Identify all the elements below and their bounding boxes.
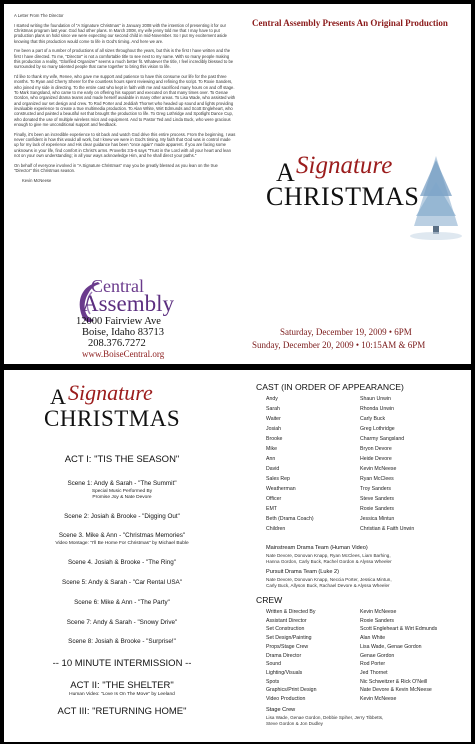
act-2-human-video: Human Video: "Love Is On The Move" by Leeland <box>69 692 175 697</box>
cast-row-person: Jessica Mintun <box>360 516 395 522</box>
cast-row-person: Christian & Faith Unwin <box>360 526 415 532</box>
logo-assembly-text: Assembly <box>82 291 174 316</box>
director-letter <box>14 13 236 183</box>
christmas-tree-icon <box>406 154 466 244</box>
cast-row-person: Greg Lothridge <box>360 426 395 432</box>
pursuit-heading: Pursuit Drama Team (Luke 2) <box>266 569 339 575</box>
act-3-heading: ACT III: "RETURNING HOME" <box>57 706 187 717</box>
cover-title-a: A <box>276 158 295 187</box>
crew-row-role: Graphics/Print Design <box>266 687 317 694</box>
crew-row-person: Rod Porter <box>360 661 386 668</box>
cast-row-role: Sales Rep <box>266 476 290 482</box>
crew-row-role: Lighting/Visuals <box>266 669 303 676</box>
scene-1-music-label: Special Music Performed By <box>91 489 153 494</box>
cast-row-person: Kevin McNeese <box>360 466 397 472</box>
cast-row-person: Heide Devore <box>360 456 392 462</box>
program-schedule <box>4 370 240 742</box>
crew-row-role: Set Construction <box>266 626 305 633</box>
scene-1: Scene 1: Andy & Sarah - "The Summit" <box>67 480 177 487</box>
cast-row-person: Troy Sanders <box>360 486 391 492</box>
letter-signature: Kevin McNeese <box>22 177 52 183</box>
crew-row-role: Props/Stage Crew <box>266 643 309 650</box>
cast-row-role: Weatherman <box>266 486 296 492</box>
scene-5: Scene 5: Andy & Sarah - "Car Rental USA" <box>62 579 182 586</box>
cast-row-role: Beth (Drama Coach) <box>266 516 314 522</box>
cover-presents-line: Central Assembly Presents An Original Production <box>252 18 448 28</box>
crew-row-role: Video Production <box>266 696 306 702</box>
crew-row-role: Spots <box>266 678 280 685</box>
scene-8: Scene 8: Josiah & Brooke - "Surprise!" <box>68 638 176 645</box>
cast-row-role: David <box>266 466 280 472</box>
scene-6: Scene 6: Mike & Ann - "The Party" <box>74 599 170 606</box>
church-city: Boise, Idaho 83713 <box>82 327 164 338</box>
crew-row-person: Alan White <box>360 635 386 642</box>
scene-1-music-performers: Promise Joy & Nate Devore <box>92 495 152 500</box>
stage-crew-members-2: Steve Gordon & Jon Dudley <box>266 721 323 726</box>
program-inside-page <box>4 370 471 742</box>
cover-title-signature: Signature <box>296 152 393 179</box>
scene-3-video: Video Montage: "I'll Be Home For Christmas" by Michael Buble <box>55 541 189 546</box>
scene-4: Scene 4. Josiah & Brooke - "The Ring" <box>67 559 177 566</box>
program-title-christmas: CHRISTMAS <box>44 406 181 431</box>
cast-row-person: Rhonda Unwin <box>360 406 395 412</box>
cast-row-role: Josiah <box>266 426 281 432</box>
act-2-heading: ACT II: "THE SHELTER" <box>70 680 174 691</box>
cast-list <box>266 396 466 532</box>
crew-row-person: Nic Schweitzer & Rick O'Neill <box>360 678 428 685</box>
program-outside-page <box>4 4 471 364</box>
letter-paragraph-1: I started writing the foundation of "A Signature Christmas" in January 2008 with the intention of presenting it for our Christmas program last year. God had other plans. In March 2008, my wife jenny told me that I may have to put production plans on hold since we were expecting our second child in mid-November. So I put my excitement aside knowing that this production would come to life in God's timing. And here we are. <box>14 22 227 44</box>
program-title-a: A <box>50 384 66 409</box>
crew-row-person: Kevin McNeese <box>360 696 397 702</box>
cast-row-person: Roxie Sanders <box>360 506 395 512</box>
cover-date-sunday: Sunday, December 20, 2009 • 10:15AM & 6PM <box>252 340 426 350</box>
church-phone: 208.376.7272 <box>88 338 146 349</box>
pursuit-members-2: Carly Buck, Allyson Buck, Rachael Devore & Alyssa Wheeler <box>266 583 390 588</box>
crew-row-person: Nate Devore & Kevin McNeese <box>360 687 432 694</box>
letter-paragraph-5: On behalf of everyone involved in "A Signature Christmas" may you be greatly blessed as you lean on the true "Director" this Christmas season. <box>14 162 218 173</box>
crew-heading: CREW <box>256 595 283 605</box>
cast-row-role: Mike <box>266 446 277 452</box>
cast-row-person: Bryon Devore <box>360 446 392 452</box>
cover-date-saturday: Saturday, December 19, 2009 • 6PM <box>280 327 412 337</box>
cast-row-role: EMT <box>266 506 277 512</box>
cast-row-role: Andy <box>266 396 278 402</box>
crew-row-role: Assistant Director <box>266 617 307 624</box>
stage-crew-heading: Stage Crew <box>266 707 296 713</box>
cast-heading: CAST (IN ORDER OF APPEARANCE) <box>256 382 404 392</box>
cast-row-person: Steve Sanders <box>360 496 395 502</box>
cast-row-person: Charmy Sangsland <box>360 436 405 442</box>
cast-row-role: Sarah <box>266 406 280 412</box>
church-url: www.BoiseCentral.org <box>82 349 165 359</box>
crew-row-person: Kevin McNeese <box>360 609 397 615</box>
crew-row-role: Set Design/Painting <box>266 635 312 642</box>
cast-row-person: Shaun Unwin <box>360 396 391 402</box>
mainstream-members-1: Nate Devore, Donovan Knapp, Ryan McClees, Liam Barhing, <box>266 553 391 558</box>
cast-row-role: Children <box>266 526 286 532</box>
cast-row-role: Officer <box>266 496 282 502</box>
intermission: -- 10 MINUTE INTERMISSION -- <box>52 658 192 669</box>
scene-2: Scene 2: Josiah & Brooke - "Digging Out" <box>64 513 180 520</box>
crew-row-role: Sound <box>266 661 282 668</box>
crew-row-person: Genae Gordon <box>360 652 395 659</box>
mainstream-heading: Mainstream Drama Team (Human Video) <box>266 545 368 551</box>
letter-paragraph-4: Finally, it's been an incredible experience to sit back and watch God drive this entire process. From the beginning, I was never confident in how this would all work, but I knew we were in God's timing. My faith that God was in control made up for my lack of experience and His clear guidance has been "once again" made apparent. If you are facing some unknowns in your life, find comfort in Christ's arms. Proverbs 3:5-6 says "Trust in the Lord with all your heart and lean not on your own understanding; in all your ways acknowledge Him, and he shall direct your paths." <box>14 131 236 158</box>
letter-heading: A Letter From The Director <box>14 13 64 18</box>
crew-list <box>266 609 466 702</box>
letter-paragraph-2: I've been a part of a number of productions of all sizes throughout the years, but this is the first I have written and the first I have directed. To me, "Director" is not a comfortable title to see next to my name. With so many people making this production a reality, "Glorified Organizer" seems a much better fit. Whatever the title, I feel incredibly blessed to be surrounded by so many talented people that came together to bring this vision to life. <box>14 48 234 70</box>
mainstream-members-2: Hanna Gordon, Carly Buck, Rachel Gordon & Alyssa Wheeler <box>266 559 392 564</box>
cast-row-role: Brooke <box>266 436 283 442</box>
crew-row-person: Roxie Sanders <box>360 617 395 624</box>
scene-7: Scene 7: Andy & Sarah - "Snowy Drive" <box>66 619 178 626</box>
logo-central-text: Central <box>91 276 144 296</box>
crew-row-role: Written & Directed By <box>266 609 316 615</box>
crew-row-person: Jed Thornet <box>360 669 388 676</box>
act-1-heading: ACT I: "TIS THE SEASON" <box>64 454 180 465</box>
cover-title-christmas: CHRISTMAS <box>266 182 420 211</box>
cast-row-person: Ryan McClees <box>360 476 394 482</box>
cast-row-role: Ann <box>266 456 276 462</box>
crew-row-person: Lisa Wade, Genae Gordon <box>360 643 422 650</box>
cast-row-person: Carly Buck <box>360 416 386 422</box>
program-title-signature: Signature <box>68 380 153 405</box>
church-logo <box>74 276 204 358</box>
church-street: 12000 Fairview Ave <box>76 316 161 327</box>
crew-row-person: Scott Engleheart & Wirt Edmunds <box>360 626 438 633</box>
cast-row-role: Waiter <box>266 416 281 422</box>
stage-crew-members-1: Lisa Wade, Genae Gordon, Debbie Spiher, Jerry Tibbetts, <box>266 715 384 720</box>
crew-row-role: Drama Director <box>266 652 302 659</box>
scene-3: Scene 3. Mike & Ann - "Christmas Memories" <box>58 532 186 539</box>
pursuit-members-1: Nate Devore, Donovan Knapp, Neccia Porter, Jessica Mintun, <box>266 577 392 582</box>
letter-paragraph-3: I'd like to thank my wife, Renee, who gave me support and patience to have this consume our life for the past three months. To Ryan and Cherry Sherer for the countless hours spent reviewing and refining the script. To Roxie Sanders, who joined my side in directing. To the entire cast who kept in faith with me and sacrificed many hours on and off stage. To Mark Sangsland, who came to me early on offering his support and executed on that many times over. To Genae Gordon, who organized drama teams and made herself available in many other areas. To Lisa Wade, who assisted with and organized our set design and crew. To Rod Porter and Jeddiah Thornet who headed up sound and lights providing invaluable experience to create a true multimedia production. To Alan White, Wirt Edmunds and Scott Engleheart, who constructed and painted a beautiful set that brought the production to life. To Greg Lothridge and Spotlight Dance Cup, who donated the use of multiple wireless mics and equipment. And to Pastor Ted and Linda Buck, who were gracious enough to give me unconditional support and feedback. <box>14 74 236 127</box>
